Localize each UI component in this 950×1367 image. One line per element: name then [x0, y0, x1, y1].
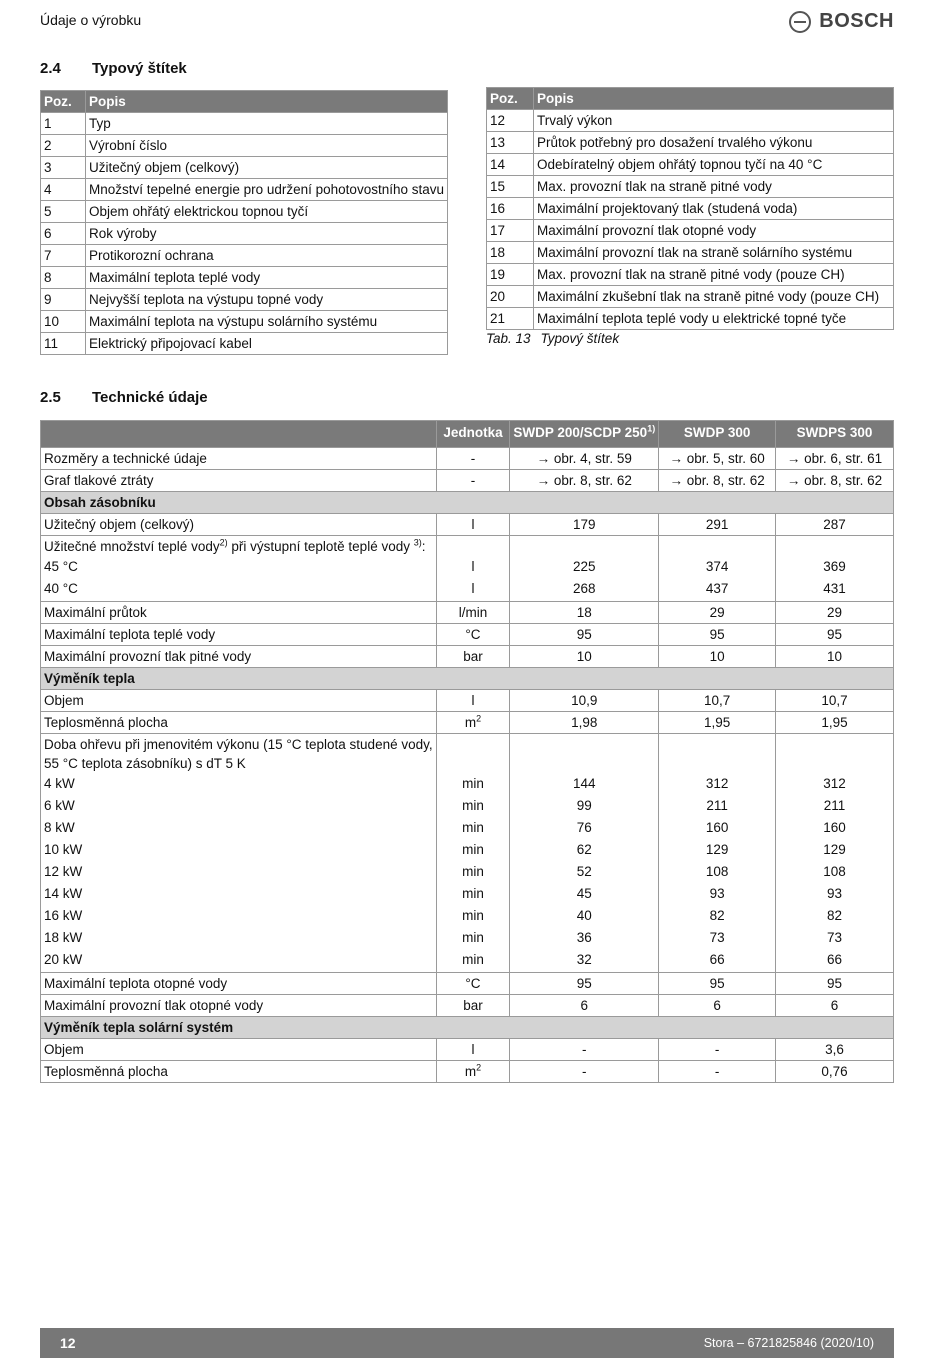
section-title: Typový štítek [92, 60, 187, 77]
sub-row-unit: min [462, 930, 484, 945]
description-cell: Maximální teplota teplé vody u elektrické topné tyče [534, 308, 894, 330]
description-cell: Výrobní číslo [86, 135, 448, 157]
position-cell: 9 [41, 289, 86, 311]
value-cell: 10,9 [510, 690, 659, 712]
unit-text: m [464, 1064, 477, 1079]
group-header-row [41, 668, 894, 690]
description-cell: Užitečný objem (celkový) [86, 157, 448, 179]
col-header-position: Poz. [41, 91, 86, 113]
sub-row-value: 211 [706, 798, 728, 813]
label-cell: Graf tlakové ztráty [41, 470, 437, 492]
table-row [41, 333, 448, 355]
description-cell: Trvalý výkon [534, 110, 894, 132]
row-intro-text: Doba ohřevu při jmenovitém výkonu (15 °C teplota studené vody, [44, 737, 433, 752]
table-row [41, 113, 448, 135]
value-cell: → obr. 8, str. 62 [659, 470, 776, 492]
unit-cell [436, 536, 510, 602]
value-cell: 18 [510, 602, 659, 624]
table-row [41, 514, 894, 536]
group-header-row [41, 1017, 894, 1039]
unit-cell [436, 734, 510, 973]
col-header-unit: Jednotka [436, 421, 510, 448]
section-number: 2.5 [40, 389, 61, 406]
value-cell: 10 [659, 646, 776, 668]
table-row [41, 267, 448, 289]
rating-plate-left-body [41, 113, 448, 355]
unit-cell [436, 624, 510, 646]
col-header-swdp200 [510, 421, 659, 448]
page-number: 12 [60, 1335, 76, 1351]
value-cell: 95 [510, 973, 659, 995]
table-row [487, 242, 894, 264]
table-row [41, 690, 894, 712]
position-cell: 6 [41, 223, 86, 245]
description-cell: Max. provozní tlak na straně pitné vody [534, 176, 894, 198]
value-cell: → obr. 8, str. 62 [510, 470, 659, 492]
description-cell: Protikorozní ochrana [86, 245, 448, 267]
col-header-description: Popis [86, 91, 448, 113]
value-cell: 95 [659, 973, 776, 995]
value-cell: 1,98 [510, 712, 659, 734]
label-cell: Maximální teplota otopné vody [41, 973, 437, 995]
group-header: Výměník tepla [41, 668, 894, 690]
table-row [41, 201, 448, 223]
unit-text: - [470, 451, 476, 466]
section-number: 2.4 [40, 60, 61, 77]
table-row [487, 308, 894, 330]
label-cell: Objem [41, 1039, 437, 1061]
spacer [779, 537, 890, 556]
page-header-title: Údaje o výrobku [40, 12, 142, 28]
sub-row-label: 20 kW [44, 952, 83, 967]
sub-row-label: 10 kW [44, 842, 83, 857]
table-row [41, 245, 448, 267]
row-intro-line2: 55 °C teplota zásobníku) s dT 5 K [44, 756, 246, 771]
caption-label: Tab. 13 [486, 331, 531, 346]
document-reference: Stora – 6721825846 (2020/10) [703, 1336, 874, 1350]
sub-row-value: 82 [709, 908, 725, 923]
page-footer [40, 1328, 894, 1358]
sub-row-value: 32 [576, 952, 592, 967]
col-header-swdps300: SWDPS 300 [776, 421, 894, 448]
sub-row-unit: min [462, 886, 484, 901]
unit-cell [436, 995, 510, 1017]
description-cell: Elektrický připojovací kabel [86, 333, 448, 355]
unit-cell [436, 448, 510, 470]
label-cell: Maximální provozní tlak otopné vody [41, 995, 437, 1017]
col-header-position: Poz. [487, 88, 534, 110]
unit-cell [436, 514, 510, 536]
table-row [41, 602, 894, 624]
table-row [41, 734, 894, 973]
unit-text: bar [463, 649, 483, 664]
group-header: Výměník tepla solární systém [41, 1017, 894, 1039]
table-row [41, 311, 448, 333]
value-cell: 10 [776, 646, 894, 668]
value-cell [510, 536, 659, 602]
section-2-4-heading [40, 60, 187, 77]
table-row [487, 198, 894, 220]
spacer [662, 754, 772, 773]
sub-row-label: 45 °C [44, 559, 78, 574]
position-cell: 7 [41, 245, 86, 267]
value-cell: → obr. 5, str. 60 [659, 448, 776, 470]
caption-text: Typový štítek [540, 331, 620, 346]
value-cell: 287 [776, 514, 894, 536]
sub-row-label: 18 kW [44, 930, 83, 945]
sub-row-value: 144 [573, 776, 596, 791]
sub-row-value: 62 [576, 842, 592, 857]
unit-exponent: 2 [476, 1062, 482, 1073]
table-row [487, 176, 894, 198]
table-row [487, 220, 894, 242]
description-cell: Nejvyšší teplota na výstupu topné vody [86, 289, 448, 311]
position-cell: 19 [487, 264, 534, 286]
unit-text: l [471, 517, 475, 532]
value-cell: - [659, 1039, 776, 1061]
group-header: Obsah zásobníku [41, 492, 894, 514]
unit-text: l [471, 693, 475, 708]
sub-row-value: 76 [576, 820, 592, 835]
value-cell: 3,6 [776, 1039, 894, 1061]
position-cell: 20 [487, 286, 534, 308]
value-cell: 1,95 [659, 712, 776, 734]
table-row [41, 135, 448, 157]
row-intro [44, 735, 433, 754]
sub-row-value: 93 [827, 886, 843, 901]
table-row [41, 223, 448, 245]
value-cell: 10,7 [659, 690, 776, 712]
unit-text: °C [465, 627, 481, 642]
sub-row-value: 52 [576, 864, 592, 879]
sub-row-value: 66 [709, 952, 725, 967]
footnote-ref: 1) [647, 423, 656, 434]
unit-text: l [471, 1042, 475, 1057]
position-cell: 5 [41, 201, 86, 223]
label-cell [41, 536, 437, 602]
description-cell: Max. provozní tlak na straně pitné vody (pouze CH) [534, 264, 894, 286]
sub-row-value: 211 [823, 798, 846, 813]
unit-cell [436, 1061, 510, 1083]
sub-row-unit: l [471, 581, 475, 596]
description-cell: Odebíratelný objem ohřátý topnou tyčí na 40 °C [534, 154, 894, 176]
label-cell: Maximální provozní tlak pitné vody [41, 646, 437, 668]
value-cell [776, 536, 894, 602]
brand-logo [789, 10, 894, 33]
position-cell: 14 [487, 154, 534, 176]
value-cell: 10,7 [776, 690, 894, 712]
sub-row-value: 66 [827, 952, 843, 967]
description-cell: Maximální provozní tlak na straně solárního systému [534, 242, 894, 264]
unit-cell [436, 712, 510, 734]
position-cell: 17 [487, 220, 534, 242]
row-intro-text: : [421, 539, 426, 554]
group-header-row [41, 492, 894, 514]
label-cell: Maximální teplota teplé vody [41, 624, 437, 646]
position-cell: 8 [41, 267, 86, 289]
label-cell: Teplosměnná plocha [41, 712, 437, 734]
unit-cell [436, 602, 510, 624]
section-title: Technické údaje [92, 389, 208, 406]
description-cell: Množství tepelné energie pro udržení pohotovostního stavu [86, 179, 448, 201]
sub-row-value: 369 [823, 559, 846, 574]
sub-row-value: 374 [705, 559, 729, 574]
value-cell: 291 [659, 514, 776, 536]
description-cell: Maximální projektovaný tlak (studená voda) [534, 198, 894, 220]
sub-row-value: 73 [827, 930, 843, 945]
sub-row-value: 108 [823, 864, 846, 879]
table-row [41, 157, 448, 179]
unit-cell [436, 973, 510, 995]
sub-row-label: 16 kW [44, 908, 83, 923]
value-cell: - [510, 1061, 659, 1083]
position-cell: 15 [487, 176, 534, 198]
brand-name: BOSCH [819, 10, 894, 32]
sub-row-value: 40 [576, 908, 592, 923]
unit-cell [436, 646, 510, 668]
table-row [487, 110, 894, 132]
sub-row-value: 129 [705, 842, 729, 857]
table-row [487, 286, 894, 308]
value-cell: 0,76 [776, 1061, 894, 1083]
sub-row-label: 4 kW [44, 776, 75, 791]
footnote-ref: 2) [219, 537, 228, 548]
sub-row-value: 160 [823, 820, 846, 835]
value-cell: - [510, 1039, 659, 1061]
sub-row-label: 40 °C [44, 581, 78, 596]
spacer [662, 537, 772, 556]
position-cell: 2 [41, 135, 86, 157]
sub-row-value: 431 [823, 581, 846, 596]
table-row [41, 1039, 894, 1061]
unit-exponent: 2 [476, 713, 482, 724]
position-cell: 1 [41, 113, 86, 135]
footnote-ref: 3) [413, 537, 422, 548]
sub-row-value: 312 [705, 776, 729, 791]
description-cell: Průtok potřebný pro dosažení trvalého výkonu [534, 132, 894, 154]
col-header-description: Popis [534, 88, 894, 110]
col-header-swdp200-text: SWDP 200/SCDP 250 [513, 425, 648, 440]
unit-text: m [464, 715, 477, 730]
description-cell: Typ [86, 113, 448, 135]
sub-row-unit: min [462, 908, 484, 923]
sub-row-value: 437 [705, 581, 729, 596]
spacer [440, 735, 507, 754]
value-cell: - [659, 1061, 776, 1083]
position-cell: 21 [487, 308, 534, 330]
row-intro-text: při výstupní teplotě teplé vody [227, 539, 414, 554]
description-cell: Maximální teplota teplé vody [86, 267, 448, 289]
value-cell [659, 734, 776, 973]
table-row [41, 995, 894, 1017]
spacer [779, 735, 890, 754]
value-cell: 10 [510, 646, 659, 668]
technical-data-body [41, 448, 894, 1083]
spacer [662, 735, 772, 754]
value-cell: 95 [510, 624, 659, 646]
table-caption [486, 331, 619, 346]
description-cell: Rok výroby [86, 223, 448, 245]
sub-row-value: 108 [705, 864, 729, 879]
description-cell: Objem ohřátý elektrickou topnou tyčí [86, 201, 448, 223]
col-header-blank [41, 421, 437, 448]
table-row [41, 536, 894, 602]
rating-plate-table-right [486, 87, 894, 330]
value-cell: 95 [776, 973, 894, 995]
section-2-5-heading [40, 389, 208, 406]
value-cell: 179 [510, 514, 659, 536]
description-cell: Maximální provozní tlak otopné vody [534, 220, 894, 242]
unit-text: bar [463, 998, 483, 1013]
value-cell: → obr. 8, str. 62 [776, 470, 894, 492]
unit-text: l/min [458, 605, 488, 620]
description-cell: Maximální teplota na výstupu solárního systému [86, 311, 448, 333]
position-cell: 16 [487, 198, 534, 220]
rating-plate-table-left [40, 90, 448, 355]
unit-cell [436, 1039, 510, 1061]
spacer [513, 537, 655, 556]
rating-plate-right-body [487, 110, 894, 330]
sub-row-value: 268 [573, 581, 596, 596]
value-cell: 6 [659, 995, 776, 1017]
sub-row-value: 312 [823, 776, 846, 791]
table-row [41, 448, 894, 470]
label-cell: Teplosměnná plocha [41, 1061, 437, 1083]
sub-row-unit: l [471, 559, 475, 574]
spacer [513, 754, 655, 773]
label-cell: Objem [41, 690, 437, 712]
col-header-swdp300: SWDP 300 [659, 421, 776, 448]
sub-row-value: 36 [576, 930, 592, 945]
table-row [41, 646, 894, 668]
position-cell: 18 [487, 242, 534, 264]
label-cell [41, 734, 437, 973]
description-cell: Maximální zkušební tlak na straně pitné vody (pouze CH) [534, 286, 894, 308]
label-cell: Maximální průtok [41, 602, 437, 624]
value-cell: 6 [776, 995, 894, 1017]
sub-row-label: 8 kW [44, 820, 75, 835]
value-cell: 1,95 [776, 712, 894, 734]
sub-row-unit: min [462, 864, 484, 879]
sub-row-label: 6 kW [44, 798, 75, 813]
unit-text: °C [465, 976, 481, 991]
table-row [41, 712, 894, 734]
technical-data-table [40, 420, 894, 1083]
sub-row-value: 160 [705, 820, 729, 835]
row-intro-text: Užitečné množství teplé vody [44, 539, 220, 554]
unit-cell [436, 470, 510, 492]
sub-row-value: 93 [709, 886, 725, 901]
value-cell: 6 [510, 995, 659, 1017]
unit-cell [436, 690, 510, 712]
spacer [440, 537, 507, 556]
sub-row-unit: min [462, 776, 484, 791]
sub-row-value: 99 [576, 798, 592, 813]
table-row [487, 132, 894, 154]
unit-text: - [470, 473, 476, 488]
sub-row-value: 225 [573, 559, 596, 574]
sub-row-label: 12 kW [44, 864, 83, 879]
table-row [487, 264, 894, 286]
value-cell [776, 734, 894, 973]
value-cell: 29 [659, 602, 776, 624]
value-cell [510, 734, 659, 973]
sub-row-value: 73 [709, 930, 725, 945]
table-row [41, 470, 894, 492]
sub-row-label: 14 kW [44, 886, 83, 901]
value-cell: → obr. 6, str. 61 [776, 448, 894, 470]
sub-row-unit: min [462, 798, 484, 813]
value-cell: → obr. 4, str. 59 [510, 448, 659, 470]
sub-row-value: 45 [576, 886, 592, 901]
label-cell: Rozměry a technické údaje [41, 448, 437, 470]
position-cell: 10 [41, 311, 86, 333]
bosch-armature-icon [789, 11, 811, 33]
sub-row-unit: min [462, 952, 484, 967]
spacer [513, 735, 655, 754]
table-row [41, 1061, 894, 1083]
table-row [41, 973, 894, 995]
position-cell: 13 [487, 132, 534, 154]
sub-row-value: 129 [823, 842, 846, 857]
table-row [487, 154, 894, 176]
value-cell: 95 [659, 624, 776, 646]
position-cell: 4 [41, 179, 86, 201]
sub-row-value: 82 [827, 908, 843, 923]
label-cell: Užitečný objem (celkový) [41, 514, 437, 536]
position-cell: 11 [41, 333, 86, 355]
value-cell: 29 [776, 602, 894, 624]
position-cell: 12 [487, 110, 534, 132]
table-row [41, 179, 448, 201]
position-cell: 3 [41, 157, 86, 179]
value-cell: 95 [776, 624, 894, 646]
spacer [440, 754, 507, 773]
value-cell [659, 536, 776, 602]
sub-row-unit: min [462, 820, 484, 835]
table-row [41, 624, 894, 646]
spacer [779, 754, 890, 773]
sub-row-unit: min [462, 842, 484, 857]
row-intro [44, 537, 433, 556]
table-row [41, 289, 448, 311]
